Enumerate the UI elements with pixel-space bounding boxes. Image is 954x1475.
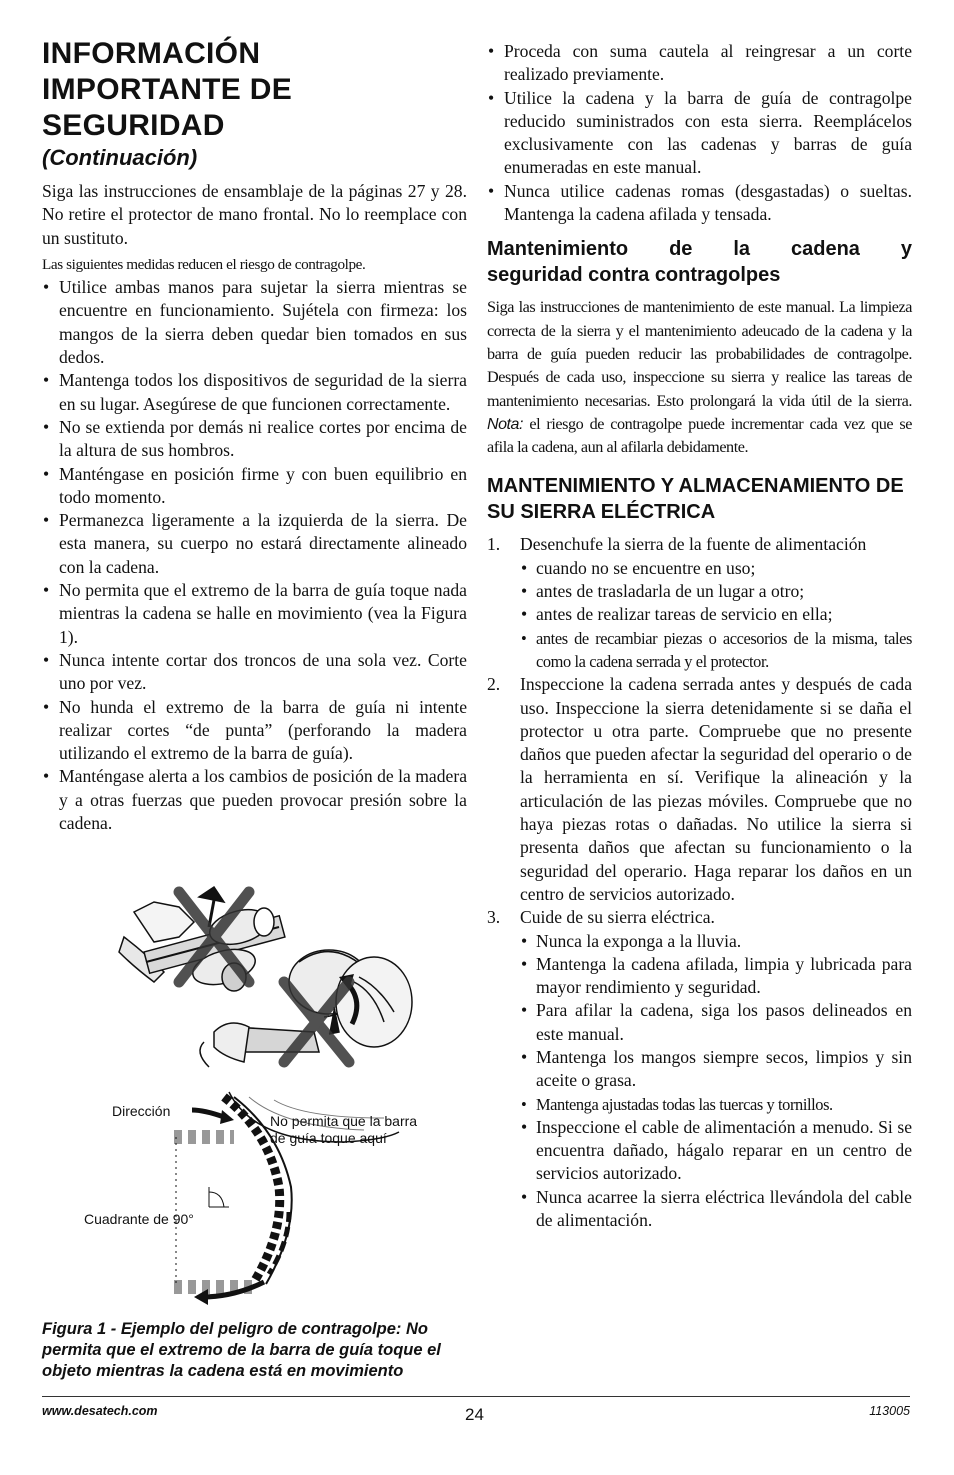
list-item [487, 180, 912, 227]
title-line: INFORMACIÓN [42, 37, 261, 70]
list-item-text: No se extienda por demás ni realice cortes por encima de la altura de sus hombros. [59, 416, 467, 461]
paragraph-text: el riesgo de contragolpe puede incrementar cada vez que se afila la cadena, aun al afilarla debidamente. [487, 414, 912, 457]
storage-numbered-list [487, 533, 912, 1232]
left-column [42, 36, 467, 835]
item-text: Desenchufe la sierra de la fuente de alimentación [520, 534, 867, 555]
list-item [520, 603, 912, 626]
figure-caption: Figura 1 - Ejemplo del peligro de contragolpe: No permita que el extremo de la barra de guía toque el objeto mientras la cadena está en movimiento [42, 1320, 441, 1380]
page-number: 24 [465, 1405, 484, 1424]
numbered-item [487, 533, 912, 673]
item-number: 3. [487, 907, 501, 928]
list-item [42, 765, 467, 835]
bullet-icon: • [521, 930, 528, 951]
list-item-text: Mantenga todos los dispositivos de seguridad de la sierra en su lugar. Asegúrese de que funcionen correctamente. [59, 370, 467, 414]
list-item [42, 509, 467, 579]
list-item [520, 1116, 912, 1186]
list-item [487, 40, 912, 87]
list-item [520, 1093, 912, 1116]
list-item [520, 557, 912, 580]
footer-website: www.desatech.com [42, 1404, 158, 1418]
bullet-icon: • [488, 41, 495, 61]
list-item-text: Utilice ambas manos para sujetar la sierra mientras se encuentre en funcionamiento. Sujétela con firmeza: los mangos de la sierra deben quedar bien tomados en sus dedos. [59, 277, 467, 368]
bullet-icon: • [43, 580, 50, 601]
chain-maintenance-paragraph [487, 296, 912, 459]
bullet-icon: • [521, 1116, 528, 1137]
bullet-icon: • [521, 953, 528, 974]
list-item [42, 696, 467, 766]
list-item-text: antes de recambiar piezas o accesorios de la misma, tales como la cadena serrada y el protector. [536, 628, 912, 671]
intro-paragraph: Siga las instrucciones de ensamblaje de la páginas 27 y 28. No retire el protector de mano frontal. No lo reemplace con un sustituto. [42, 181, 467, 248]
list-item-text: Utilice la cadena y la barra de guía de contragolpe reducido suministrados con esta sierra. Reemplácelos exclusivamente con las cadenas y barras de guía enumeradas en este manual. [504, 87, 912, 178]
bullet-icon: • [43, 510, 50, 531]
safety-bullet-list-continued [487, 40, 912, 226]
list-item-text: Mantenga la cadena afilada, limpia y lubricada para mayor rendimiento y seguridad. [536, 953, 912, 998]
list-item-text: antes de realizar tareas de servicio en ella; [536, 604, 833, 625]
item-number: 2. [487, 674, 501, 695]
bullet-icon: • [43, 766, 50, 787]
measures-intro: Las siguientes medidas reducen el riesgo de contragolpe. [42, 255, 366, 273]
list-item-text: cuando no se encuentre en uso; [536, 557, 756, 578]
bullet-icon: • [488, 87, 495, 108]
bullet-icon: • [521, 1046, 528, 1067]
list-item [42, 369, 467, 416]
list-item-text: Nunca acarree la sierra eléctrica llevándola del cable de alimentación. [536, 1186, 912, 1231]
bullet-icon: • [43, 649, 50, 670]
note-label: Nota: [487, 415, 523, 433]
footer-divider [42, 1396, 910, 1397]
list-item-text: antes de trasladarla de un lugar a otro; [536, 581, 805, 602]
item-text: Inspeccione la cadena serrada antes y después de cada uso. Inspeccione la sierra detenidamente si se daña el protector u otra parte. Compruebe que no presente daños que pueden afectar la seguridad del operario o de la herramienta en sí. Verifique la alineación y la articulación de las piezas móviles. Compruebe que no haya piezas rotas o dañadas. No utilice la sierra si presenta daños que afectan su funcionamiento o la seguridad del operario. Haga reparar los daños en un centro de servicios autorizado. [520, 674, 912, 904]
kickback-figure [84, 882, 464, 1312]
list-item [520, 627, 912, 674]
paragraph-text: Siga las instrucciones de mantenimiento de este manual. La limpieza correcta de la sierra y el mantenimiento adeucado de la cadena y la barra de guía pueden reducir las probabilidades de contragolpe. Después de cada uso, inspeccione su sierra y realice las tareas de mantenimiento necesarias. Esto prolongará la vida útil de la sierra. [487, 298, 912, 410]
list-item-text: Mantenga ajustadas todas las tuercas y tornillos. [536, 1094, 833, 1114]
list-item-text: Nunca la exponga a la lluvia. [536, 930, 742, 951]
two-logs-illustration [119, 887, 285, 991]
list-item [520, 1046, 912, 1093]
right-column [487, 36, 912, 1232]
title-line: IMPORTANTE DE [42, 73, 293, 106]
page-subtitle: (Continuación) [42, 145, 198, 170]
list-item [487, 87, 912, 180]
list-item-text: Nunca utilice cadenas romas (desgastadas) o sueltas. Mantenga la cadena afilada y tensada. [504, 180, 912, 225]
quadrant-label: Cuadrante de 90° [84, 1211, 194, 1227]
bullet-icon: • [521, 1000, 528, 1021]
safety-bullet-list [42, 276, 467, 835]
bullet-icon: • [43, 696, 50, 717]
title-line: SEGURIDAD [42, 109, 225, 142]
list-item [520, 930, 912, 953]
item-number: 1. [487, 534, 501, 555]
heading-line: seguridad contra contragolpes [487, 264, 781, 287]
section-heading-chain [487, 236, 912, 288]
list-item-text: Mantenga los mangos siempre secos, limpios y sin aceite o grasa. [536, 1046, 912, 1091]
list-item [42, 649, 467, 696]
bullet-icon: • [521, 1186, 528, 1207]
list-item-text: Nunca intente cortar dos troncos de una sola vez. Corte uno por vez. [59, 649, 467, 694]
list-item [520, 999, 912, 1046]
list-item [42, 463, 467, 510]
no-touch-label-line1: No permita que la barra [270, 1113, 418, 1129]
numbered-item [487, 673, 912, 906]
bullet-icon: • [521, 628, 527, 648]
list-item [520, 953, 912, 1000]
sub-list [520, 930, 912, 1233]
bullet-icon: • [521, 581, 528, 602]
no-touch-label-line2: de guía toque aquí [270, 1130, 387, 1146]
list-item [42, 416, 467, 463]
bullet-icon: • [488, 180, 495, 201]
bullet-icon: • [43, 277, 50, 298]
item-text: Cuide de su sierra eléctrica. [520, 907, 715, 928]
bullet-icon: • [521, 1094, 527, 1114]
list-item-text: Inspeccione el cable de alimentación a menudo. Si se encuentra dañado, hágalo reparar en un centro de servicios autorizado. [536, 1116, 912, 1184]
list-item-text: Proceda con suma cautela al reingresar a un corte realizado previamente. [504, 41, 912, 85]
list-item-text: No hunda el extremo de la barra de guía ni intente realizar cortes “de punta” (perforando la madera utilizando el extremo de la barra de guía). [59, 696, 467, 764]
list-item [42, 276, 467, 369]
sub-list [520, 557, 912, 673]
list-item-text: Manténgase en posición firme y con buen equilibrio en todo momento. [59, 463, 467, 507]
list-item [42, 579, 467, 649]
direction-label: Dirección [112, 1103, 171, 1119]
list-item-text: Permanezca ligeramente a la izquierda de la sierra. De esta manera, su cuerpo no estará directamente alineado con la cadena. [59, 510, 467, 577]
list-item [520, 1186, 912, 1233]
bullet-icon: • [43, 416, 50, 437]
page-title [42, 36, 467, 144]
document-code: 113005 [869, 1404, 910, 1418]
kickback-illustration [84, 882, 464, 1312]
numbered-item [487, 906, 912, 1232]
bullet-icon: • [521, 557, 528, 578]
list-item-text: No permita que el extremo de la barra de guía toque nada mientras la cadena se halle en movimiento (vea la Figura 1). [59, 580, 467, 647]
bullet-icon: • [521, 604, 528, 625]
list-item-text: Manténgase alerta a los cambios de posición de la madera y a otras fuerzas que pueden provocar presión sobre la cadena. [59, 766, 467, 834]
list-item-text: Para afilar la cadena, siga los pasos delineados en este manual. [536, 1000, 912, 1044]
bullet-icon: • [43, 370, 50, 391]
section-heading-storage: MANTENIMIENTO Y ALMACENAMIENTO DE SU SIERRA ELÉCTRICA [487, 475, 904, 524]
list-item [520, 580, 912, 603]
heading-line: Mantenimiento de la cadena y [487, 238, 912, 261]
bullet-icon: • [43, 463, 50, 484]
